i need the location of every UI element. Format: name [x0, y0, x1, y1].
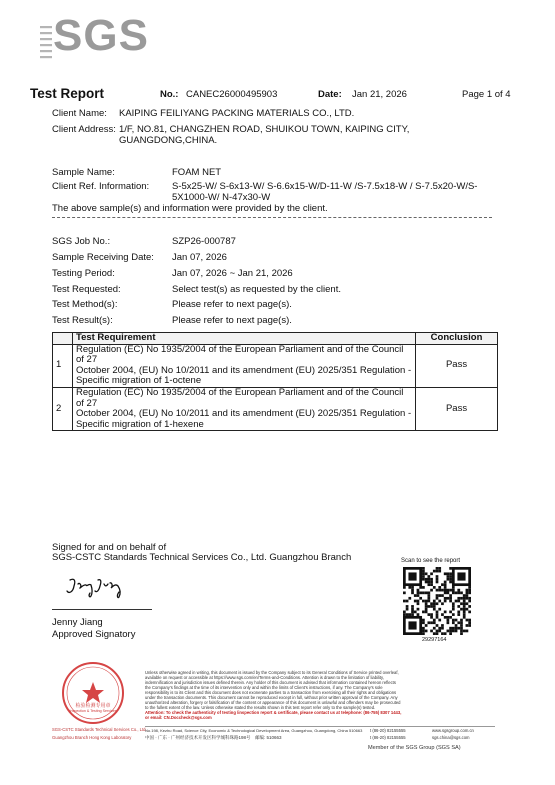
side-text-1: SGS-CSTC Standards Technical Services Co., Ltd. — [52, 727, 147, 732]
signature-line — [52, 609, 152, 610]
table-row — [53, 387, 498, 430]
client-address-line1: 1/F, NO.81, CHANGZHEN ROAD, SHUIKOU TOWN, KAIPING CITY, — [119, 124, 410, 135]
footer-address-cn: 中国 · 广东 · 广州经济技术开发区科学城科珠路198号 邮编: 510663 — [145, 735, 282, 740]
client-name-label: Client Name: — [52, 108, 107, 119]
row-number: 2 — [53, 387, 73, 430]
disclaimer-line: Unless otherwise agreed in writing, this document is issued by the Company subject to its General Conditions of Service printed overleaf, — [145, 670, 399, 675]
disclaimer-line: available on request or accessible at https://www.sgs.com/en/Terms-and-Conditions. Attention is drawn to the limitation of liability, — [145, 675, 384, 680]
qr-code-icon[interactable] — [403, 567, 471, 635]
disclaimer-line: to the fullest extent of the law. Unless otherwise stated the results shown in this test report refer only to the sample(s) tested. — [145, 705, 376, 710]
testing-period-value: Jan 07, 2026 ~ Jan 21, 2026 — [172, 268, 293, 279]
test-requested-value: Select test(s) as requested by the client. — [172, 284, 341, 295]
test-result-label: Test Result(s): — [52, 315, 113, 326]
attention-line: Attention: To check the authenticity of testing /inspection report & certificate, please contact us at telephone: (86-755) 8307 1443, — [145, 710, 402, 715]
row-requirement — [72, 344, 415, 387]
client-address-line2: GUANGDONG,CHINA. — [119, 135, 218, 146]
receiving-date-label: Sample Receiving Date: — [52, 252, 154, 263]
signatory-name: Jenny Jiang — [52, 617, 103, 628]
test-result-value: Please refer to next page(s). — [172, 315, 292, 326]
table-header-requirement: Test Requirement — [72, 333, 415, 345]
requirement-line: Regulation (EC) No 1935/2004 of the European Parliament and of the Council of 27 — [75, 386, 404, 409]
disclaimer-block — [145, 670, 495, 720]
sample-name-value: FOAM NET — [172, 167, 222, 178]
table-header-conclusion: Conclusion — [416, 333, 498, 345]
footer-email-link[interactable]: sgs.china@sgs.com — [432, 735, 470, 740]
attention-email[interactable]: or email: CN.Doccheck@sgs.com — [145, 715, 212, 720]
disclaimer-line: indemnification and jurisdiction issues defined therein. Any holder of this document is advised that information contained hereon reflects — [145, 680, 396, 685]
signing-company: SGS-CSTC Standards Technical Services Co., Ltd. Guangzhou Branch — [52, 552, 352, 563]
report-date-label: Date: — [318, 89, 342, 100]
report-title: Test Report — [30, 86, 105, 101]
footer-web-link[interactable]: www.sgsgroup.com.cn — [432, 728, 474, 733]
signatory-role: Approved Signatory — [52, 629, 136, 640]
test-method-label: Test Method(s): — [52, 299, 118, 310]
test-method-value: Please refer to next page(s). — [172, 299, 292, 310]
row-conclusion: Pass — [416, 344, 498, 387]
job-no-value: SZP26-000787 — [172, 236, 236, 247]
receiving-date-value: Jan 07, 2026 — [172, 252, 227, 263]
disclaimer-line: responsibility is to its Client and this document does not exonerate parties to a transaction from exercising all their rights and obligations — [145, 690, 397, 695]
seal-text-en: Inspection & Testing Services — [69, 709, 117, 713]
client-name-value: KAIPING FEILIYANG PACKING MATERIALS CO., LTD. — [119, 108, 355, 119]
side-text-2: Guangzhou Branch Hong Kong Laboratory — [52, 735, 132, 740]
footer-address-en: No.198, Kezhu Road, Science City, Economic & Technological Development Area, Guangzhou, Guangdong, China 510663 — [145, 728, 363, 733]
inspection-seal-icon — [60, 660, 126, 726]
signed-for-text: Signed for and on behalf of — [52, 542, 167, 553]
testing-period-label: Testing Period: — [52, 268, 115, 279]
footer-tel-2: t (86-20) 82155555 — [370, 735, 406, 740]
qr-code-number: 29297164 — [422, 637, 447, 643]
requirement-line: Specific migration of 1-octene — [75, 375, 202, 387]
requirement-line: Specific migration of 1-hexene — [75, 418, 204, 430]
disclaimer-line: unauthorized alteration, forgery or falsification of the content or appearance of this document is unlawful and offenders may be prosecuted — [145, 700, 401, 705]
requirement-line: Regulation (EC) No 1935/2004 of the European Parliament and of the Council of 27 — [75, 343, 404, 366]
divider — [52, 217, 492, 218]
sgs-logo: SGS — [53, 11, 149, 60]
sample-name-label: Sample Name: — [52, 167, 115, 178]
requirement-line: October 2004, (EU) No 10/2011 and its amendment (EU) 2025/351 Regulation - — [75, 364, 412, 376]
test-requested-label: Test Requested: — [52, 284, 121, 295]
table-header-num — [53, 333, 73, 345]
disclaimer-line: the Company's findings at the time of its intervention only and within the limits of Client's instructions, if any. The Company's sole — [145, 685, 383, 690]
row-number: 1 — [53, 344, 73, 387]
report-no-label: No.: — [160, 89, 179, 100]
row-conclusion: Pass — [416, 387, 498, 430]
scan-text: Scan to see the report — [401, 558, 461, 564]
client-ref-line1: S-5x25-W/ S-6x13-W/ S-6.6x15-W/D-11-W /S-7.5x18-W / S-7.5x20-W/S- — [172, 181, 478, 192]
row-requirement — [72, 387, 415, 430]
table-header-row — [53, 333, 498, 345]
footer-tel-1: t (86-20) 82155555 — [370, 728, 406, 733]
requirement-line: October 2004, (EU) No 10/2011 and its amendment (EU) 2025/351 Regulation - — [75, 408, 412, 420]
disclaimer-line: under the transaction documents. This document cannot be reproduced except in full, without prior written approval of the Company. Any — [145, 695, 398, 700]
member-text: Member of the SGS Group (SGS SA) — [368, 745, 461, 751]
test-requirement-table — [52, 332, 498, 431]
client-ref-line2: 5X1000-W/ N-47x30-W — [172, 192, 271, 203]
client-ref-label: Client Ref. Information: — [52, 181, 150, 192]
client-address-label: Client Address: — [52, 124, 116, 135]
page-number: Page 1 of 4 — [462, 89, 511, 100]
provided-note: The above sample(s) and information were provided by the client. — [52, 203, 328, 214]
report-date-value: Jan 21, 2026 — [352, 89, 407, 100]
table-row — [53, 344, 498, 387]
job-no-label: SGS Job No.: — [52, 236, 111, 247]
seal-text-cn: 检验检测专用章 — [75, 703, 111, 709]
report-no-value: CANEC26000495903 — [186, 89, 278, 100]
handwritten-signature-icon — [64, 574, 136, 600]
footer-divider — [145, 726, 495, 727]
